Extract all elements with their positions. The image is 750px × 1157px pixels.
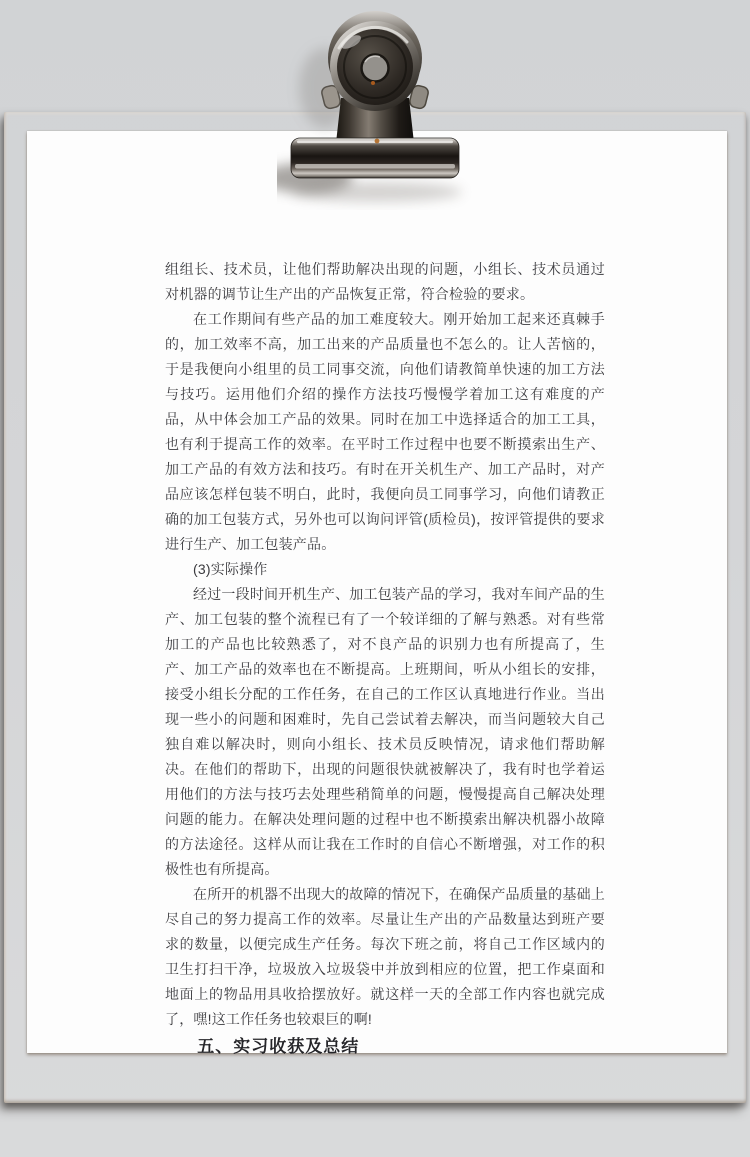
paragraph: 在工作期间有些产品的加工难度较大。刚开始加工起来还真棘手的，加工效率不高，加工出来的产品质量也不怎么的。让人苦恼的，于是我便向小组里的员工同事交流，向他们请教简单快速的加工方法与技巧。运用他们介绍的操作方法技巧慢慢学着加工这有难度的产品，从中体会加工产品的效果。同时在加工中选择适合的加工工具，也有利于提高工作的效率。在平时工作过程中也要不断摸索出生产、加工产品的有效方法和技巧。有时在开关机生产、加工产品时，对产品应该怎样包装不明白，此时，我便向员工同事学习，向他们请教正确的加工包装方式，另外也可以询问评管(质检员)，按评管提供的要求进行生产、加工包装产品。 (165, 311, 605, 552)
paragraph: 经过一段时间开机生产、加工包装产品的学习，我对车间产品的生产、加工包装的整个流程已有了一个较详细的了解与熟悉。对有些常加工的产品也比较熟悉了，对不良产品的识别力也有所提高了，生产、加工产品的效率也在不断提高。上班期间，听从小组长的安排，接受小组长分配的工作任务，在自己的工作区认真地进行作业。当出现一些小的问题和困难时，先自己尝试着去解决，而当问题较大自己独自难以解决时，则向小组长、技术员反映情况，请求他们帮助解决。在他们的帮助下，出现的问题很快就被解决了，我有时也学着运用他们的方法与技巧去处理些稍简单的问题，慢慢提高自己解决处理问题的能力。在解决处理问题的过程中也不断摸索出解决机器小故障的方法途径。这样从而让我在工作时的自信心不断增强，对工作的积极性也有所提高。 (165, 586, 605, 877)
section-heading: 五、实习收获及总结 (197, 1037, 360, 1056)
binder-clip-icon (277, 10, 473, 210)
paragraph: (3)实际操作 (193, 561, 268, 577)
paragraph: 组组长、技术员，让他们帮助解决出现的问题，小组长、技术员通过对机器的调节让生产出的产品恢复正常，符合检验的要求。 (165, 261, 605, 302)
paper-sheet (27, 131, 727, 1056)
paragraph: 在所开的机器不出现大的故障的情况下，在确保产品质量的基础上尽自己的努力提高工作的效率。尽量让生产出的产品数量达到班产要求的数量，以便完成生产任务。每次下班之前，将自己工作区域内的卫生打扫干净，垃圾放入垃圾袋中并放到相应的位置，把工作桌面和地面上的物品用具收拾摆放好。就这样一天的全部工作内容也就完成了，嘿!这工作任务也较艰巨的啊! (165, 886, 605, 1027)
document-body (165, 257, 605, 1060)
